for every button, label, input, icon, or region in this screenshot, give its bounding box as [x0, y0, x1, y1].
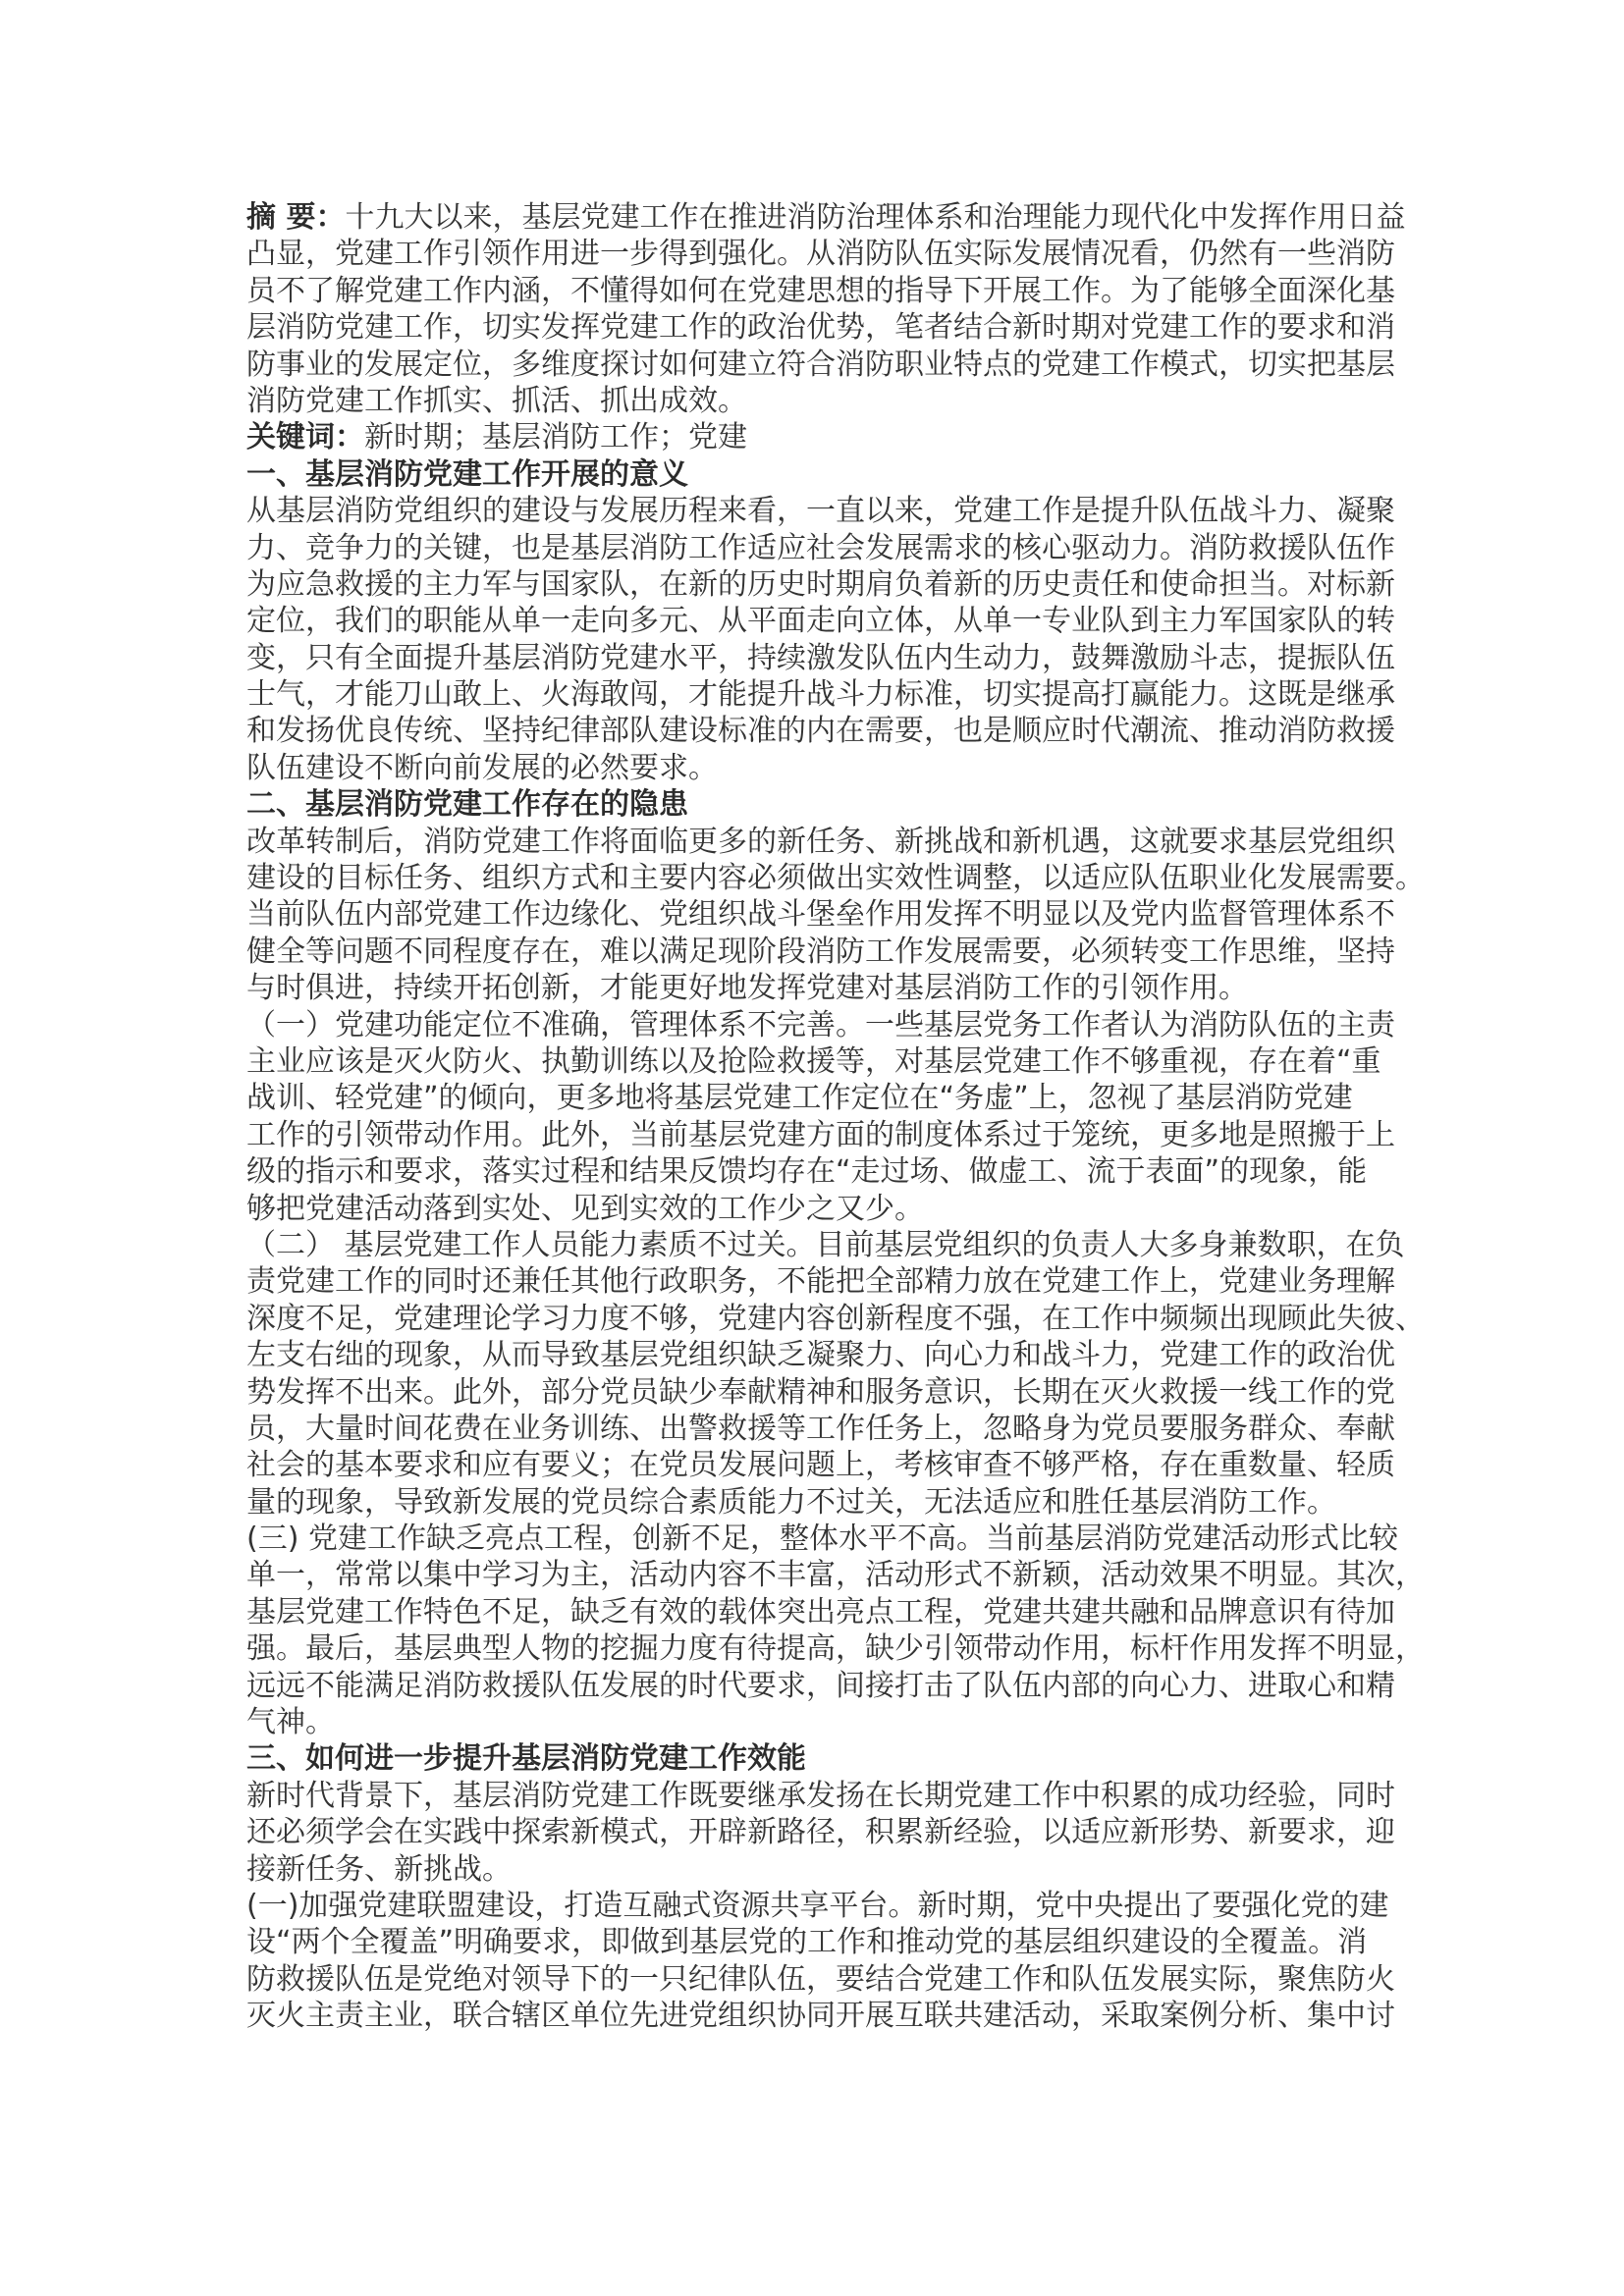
paragraph-subpoint-1: (一)加强党建联盟建设，打造互融式资源共享平台。新时期，党中央提出了要强化党的建 设“两个全覆盖”明确要求，即做到基层党的工作和推动党的基层组织建设的全覆盖。消 防救援队伍是党绝对领导下的一只纪律队伍，要结合党建工作和队伍发展实际，聚焦防火 灭火主责主业，联合辖区单位先进党组织协同开展互联共建活动，采取案例分析、集中讨: [246, 1888, 1395, 2034]
abstract: [246, 199, 1406, 419]
paragraph: 新时代背景下，基层消防党建工作既要继承发扬在长期党建工作中积累的成功经验，同时 还必须学会在实践中探索新模式，开辟新路径，积累新经验，以适应新形势、新要求，迎 接新任务、新挑战。: [246, 1778, 1395, 1887]
paragraph-subpoint-2: （二） 基层党建工作人员能力素质不过关。目前基层党组织的负责人大多身兼数职，在负 责党建工作的同时还兼任其他行政职务，不能把全部精力放在党建工作上，党建业务理解 深度不足，党建理论学习力度不够，党建内容创新程度不强，在工作中频频出现顾此失彼、 左支右绌的现象，从而导致基层党组织缺乏凝聚力、向心力和战斗力，党建工作的政治优 势发挥不出来。此外，部分党员缺少奉献精神和服务意识，长期在灭火救援一线工作的党 员，大量时间花费在业务训练、出警救援等工作任务上，忽略身为党员要服务群众、奉献 社会的基本要求和应有要义；在党员发展问题上，考核审查不够严格，存在重数量、轻质 量的现象，导致新发展的党员综合素质能力不过关，无法适应和胜任基层消防工作。: [246, 1227, 1425, 1520]
document-page: [246, 199, 1425, 2035]
section-2: [246, 786, 1425, 1740]
paragraph-subpoint-3: (三) 党建工作缺乏亮点工程，创新不足，整体水平不高。当前基层消防党建活动形式比较 单一，常常以集中学习为主，活动内容不丰富，活动形式不新颖，活动效果不明显。其次， 基层党建工作特色不足，缺乏有效的载体突出亮点工程，党建共建共融和品牌意识有待加 强。最后，基层典型人物的挖掘力度有待提高，缺少引领带动作用，标杆作用发挥不明显， 远远不能满足消防救援队伍发展的时代要求，间接打击了队伍内部的向心力、进取心和精 气神。: [246, 1522, 1425, 1740]
abstract-line: 防事业的发展定位，多维度探讨如何建立符合消防职业特点的党建工作模式，切实把基层: [246, 347, 1395, 382]
paragraph-subpoint-1: （一）党建功能定位不准确，管理体系不完善。一些基层党务工作者认为消防队伍的主责 主业应该是灭火防火、执勤训练以及抢险救援等，对基层党建工作不够重视，存在着“重 战训、轻党建”的倾向，更多地将基层党建工作定位在“务虚”上，忽视了基层消防党建 工作的引领带动作用。此外，当前基层党建方面的制度体系过于笼统，更多地是照搬于上 级的指示和要求，落实过程和结果反馈均存在“走过场、做虚工、流于表面”的现象，能 够把党建活动落到实处、见到实效的工作少之又少。: [246, 1007, 1395, 1226]
paragraph: 从基层消防党组织的建设与发展历程来看，一直以来，党建工作是提升队伍战斗力、凝聚 力、竞争力的关键，也是基层消防工作适应社会发展需求的核心驱动力。消防救援队伍作 为应急救援的主力军与国家队，在新的历史时期肩负着新的历史责任和使命担当。对标新 定位，我们的职能从单一走向多元、从平面走向立体，从单一专业队到主力军国家队的转 变，只有全面提升基层消防党建水平，持续激发队伍内生动力，鼓舞激励斗志，提振队伍 士气，才能刀山敢上、火海敢闯，才能提升战斗力标准，切实提高打赢能力。这既是继承 和发扬优良传统、坚持纪律部队建设标准的内在需要，也是顺应时代潮流、推动消防救援 队伍建设不断向前发展的必然要求。: [246, 494, 1395, 785]
section-heading: 二、基层消防党建工作存在的隐患: [246, 787, 688, 823]
section-1: [246, 456, 1395, 787]
section-heading: 一、基层消防党建工作开展的意义: [246, 456, 688, 492]
keywords-value: 新时期；基层消防工作；党建: [364, 420, 747, 455]
abstract-line: 摘 要：十九大以来，基层党建工作在推进消防治理体系和治理能力现代化中发挥作用日益: [246, 200, 1406, 235]
keywords-label: 关键词：: [246, 420, 364, 455]
paragraph: 改革转制后，消防党建工作将面临更多的新任务、新挑战和新机遇，这就要求基层党组织 建设的目标任务、组织方式和主要内容必须做出实效性调整，以适应队伍职业化发展需要。 当前队伍内部党建工作边缘化、党组织战斗堡垒作用发挥不明显以及党内监督管理体系不 健全等问题不同程度存在，难以满足现阶段消防工作发展需要，必须转变工作思维，坚持 与时俱进，持续开拓创新，才能更好地发挥党建对基层消防工作的引领作用。: [246, 824, 1425, 1006]
abstract-label: 摘 要：: [246, 200, 346, 235]
abstract-line: 层消防党建工作，切实发挥党建工作的政治优势，笔者结合新时期对党建工作的要求和消: [246, 310, 1395, 346]
abstract-line: 消防党建工作抓实、抓活、抓出成效。: [246, 383, 747, 418]
section-heading: 三、如何进一步提升基层消防党建工作效能: [246, 1741, 806, 1777]
keywords: [246, 419, 1385, 455]
abstract-line: 凸显，党建工作引领作用进一步得到强化。从消防队伍实际发展情况看，仍然有一些消防: [246, 237, 1395, 272]
section-3: [246, 1740, 1395, 2034]
abstract-line: 员不了解党建工作内涵，不懂得如何在党建思想的指导下开展工作。为了能够全面深化基: [246, 273, 1395, 308]
